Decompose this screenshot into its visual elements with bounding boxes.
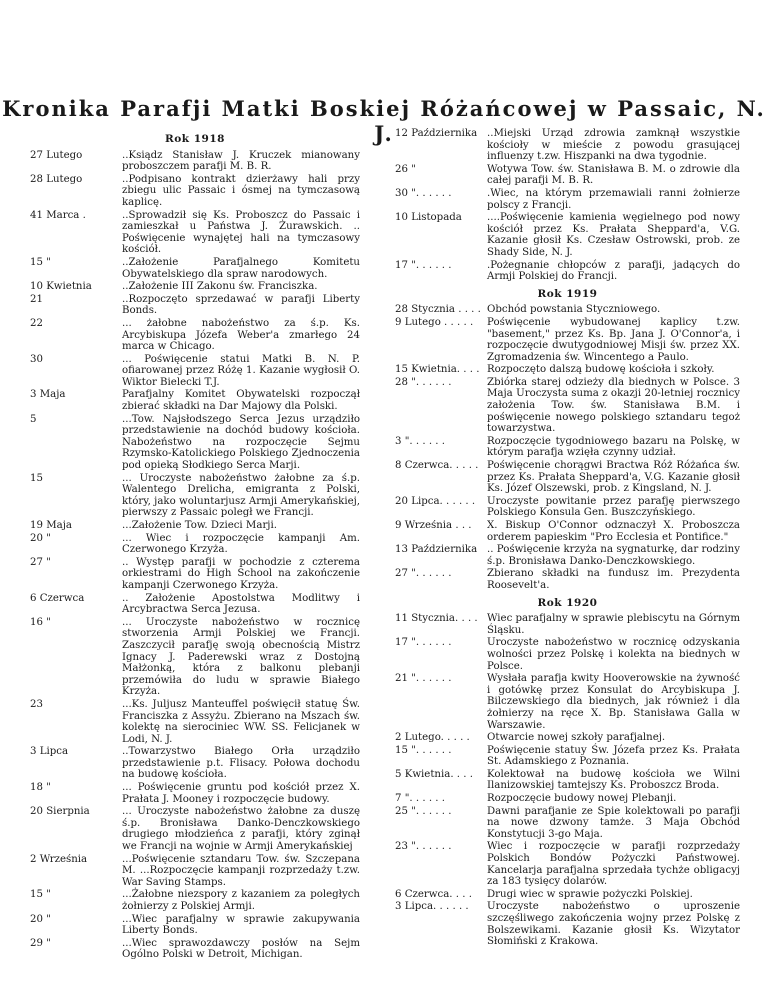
chronicle-entry — [30, 533, 360, 556]
entry-date: 20 Lipca. . . . . . — [395, 495, 476, 507]
entry-date: 15 — [30, 472, 43, 484]
entry-date: 11 Stycznia. . . . — [395, 613, 478, 625]
entry-text: .Pożegnanie chłopców z parafji, jadących do Armji Polskiej do Francji. — [487, 259, 740, 283]
chronicle-entry — [30, 257, 360, 280]
entry-date: 41 Marca . — [30, 209, 86, 221]
entry-date: 28 Stycznia . . . . — [395, 304, 481, 316]
entries-1918-right — [395, 128, 740, 283]
chronicle-entry — [30, 318, 360, 353]
entry-text: ..Miejski Urząd zdrowia zamknął wszystkie kościoły w mieście z powodu grasującej influenzy t.zw. Hiszpanki na dwa tygodnie. — [487, 128, 740, 163]
entry-text: ... Uroczyste nabożeństwo żałobne za duszę ś.p. Bronisława Danko-Denczkowskiego drugiego młodzieńca z parafji, który zginął we Francji na wojnie w Armji Amerykańskiej — [122, 806, 360, 853]
entry-date: 6 Czerwca. . . . — [395, 888, 472, 900]
entry-text: ...Wiec parafjalny w sprawie zakupywania Liberty Bonds. — [122, 913, 360, 937]
chronicle-entry — [395, 164, 740, 187]
chronicle-entry — [30, 938, 360, 961]
entry-text: Zbiórka starej odzieży dla biednych w Polsce. 3 Maja Uroczysta suma z okazji 20-letniej rocznicy założenia Tow. św. Stanisława B.M. i poświęcenie nowego polskiego sztandaru tegoż towarzystwa. — [487, 376, 740, 435]
right-column — [395, 128, 740, 949]
left-column — [30, 128, 360, 962]
chronicle-entry — [395, 544, 740, 567]
entry-text: ..Założenie III Zakonu św. Franciszka. — [122, 281, 318, 293]
entry-date: 8 Czerwca. . . . . — [395, 460, 479, 472]
entry-date: 25 ". . . . . . — [395, 805, 452, 817]
entry-date: 9 Września . . . — [395, 520, 472, 531]
entry-date: 2 Lutego. . . . . — [395, 732, 470, 744]
entry-text: ... Poświęcenie gruntu pod kościół przez X. Prałata J. Mooney i rozpoczęcie budowy. — [122, 782, 360, 805]
chronicle-entry — [30, 746, 360, 781]
chronicle-entry — [395, 637, 740, 672]
entry-text: ...Żałobne niezspory z kazaniem za poległych żołnierzy z Polskiej Armji. — [122, 889, 360, 912]
entry-date: 3 Maja — [30, 389, 66, 401]
chronicle-entry — [30, 889, 360, 912]
entry-date: 26 " — [395, 163, 416, 175]
chronicle-entry — [395, 377, 740, 435]
entry-text: Kolektował na budowę kościoła we Wilni Ilanizowskiej tamtejszy Ks. Proboszcz Broda. — [487, 768, 740, 792]
chronicle-entry — [395, 673, 740, 731]
chronicle-entry — [395, 806, 740, 841]
chronicle-entry — [395, 745, 740, 768]
entry-date: 3 Lipca — [30, 746, 69, 758]
entry-text: ..Sprowadził się Ks. Proboszcz do Passaic i zamieszkał u Państwa J. Żurawskich. .. Poświęcenie wynajętej hali na tymczasowy kościół. — [122, 209, 360, 256]
entry-date: 3 Lipca. . . . . . — [395, 901, 469, 913]
chronicle-entry — [30, 557, 360, 592]
chronicle-entry — [395, 260, 740, 283]
entry-text: .. Poświęcenie krzyża na sygnaturkę, dar rodziny ś.p. Bronisława Danko-Denczkowskiego. — [487, 544, 740, 567]
entry-text: ...Tow. Najsłodszego Serca Jezus urządziło przedstawienie na dochód budowy kościoła. Nabożeństwo na rozpoczęcie Sejmu Rzymsko-Katolickiego Polskiego Zjednoczenia pod opieką Słodkiego Serca Marji. — [122, 413, 360, 472]
chronicle-entry — [30, 473, 360, 519]
entry-date: 27 Lutego — [30, 149, 83, 161]
entry-date: 30 — [30, 353, 43, 365]
entry-date: 15 " — [30, 256, 51, 268]
entry-date: 9 Lutego . . . . . — [395, 316, 474, 328]
chronicle-entry — [30, 914, 360, 937]
entry-date: 18 " — [30, 782, 51, 794]
entry-date: 13 Października — [395, 544, 478, 556]
chronicle-entry — [30, 617, 360, 698]
entry-text: ....Poświęcenie kamienia węgielnego pod nowy kościół przez Ks. Prałata Sheppard'a, V.G. Kazanie głosił Ks. Czesław Ostrowski, prob. ze Shady Side, N. J. — [487, 212, 740, 258]
entry-date: 15 Kwietnia. . . . — [395, 364, 480, 376]
chronicle-entry — [30, 389, 360, 412]
chronicle-entry — [395, 317, 740, 363]
entry-date: 29 " — [30, 937, 51, 949]
entry-text: Wotywa Tow. św. Stanisława B. M. o zdrowie dla całej parafji M. B. R. — [487, 163, 740, 187]
entry-date: 28 Lutego — [30, 173, 83, 185]
chronicle-entry — [395, 889, 740, 901]
chronicle-entry — [395, 732, 740, 744]
chronicle-entry — [395, 304, 740, 316]
entry-date: 17 ". . . . . . — [395, 259, 452, 271]
entry-date: 7 ". . . . . . — [395, 793, 446, 805]
entry-text: ... żałobne nabożeństwo za ś.p. Ks. Arcybiskupa Józefa Weber'a zmarłego 24 marca w Chicago. — [122, 317, 360, 353]
year-heading-1918: Rok 1918 — [165, 133, 225, 145]
chronicle-entry — [395, 460, 740, 495]
entry-date: 17 ". . . . . . — [395, 637, 452, 649]
entry-text: Otwarcie nowej szkoły parafjalnej. — [487, 732, 666, 744]
entry-text: ..Rozpoczęto sprzedawać w parafji Liberty Bonds. — [122, 293, 360, 317]
entry-text: Obchód powstania Styczniowego. — [487, 304, 661, 316]
entry-date: 5 — [30, 413, 37, 425]
entry-text: Drugi wiec w sprawie pożyczki Polskiej. — [487, 888, 693, 900]
chronicle-entry — [30, 174, 360, 209]
chronicle-entry — [30, 806, 360, 852]
entry-text: ... Poświęcenie statui Matki B. N. P. ofiarowanej przez Różę 1. Kazanie wygłosił O. Wiktor Bielecki T.J. — [122, 353, 360, 388]
entry-text: Poświęcenie wybudowanej kaplicy t.zw. "basement," przez Ks. Bp. Jana J. O'Connor'a, i rozpoczęcie dwutygodniowej Misji św. przez XX. Zgromadzenia św. Wincentego a Paulo. — [487, 316, 740, 363]
chronicle-entry — [395, 212, 740, 258]
entry-date: 20 " — [30, 913, 51, 925]
chronicle-entry — [395, 613, 740, 636]
entry-text: Uroczyste powitanie przez parafję pierwszego Polskiego Konsula Gen. Buszczyńskiego. — [487, 495, 740, 519]
entries-1920 — [395, 613, 740, 948]
entry-date: 21 — [30, 293, 43, 305]
chronicle-entry — [30, 520, 360, 532]
entry-text: ..Założenie Parafjalnego Komitetu Obywatelskiego dla spraw narodowych. — [122, 256, 360, 280]
entry-date: 22 — [30, 317, 43, 329]
chronicle-entry — [30, 593, 360, 616]
page-title: Kronika Parafji Matki Boskiej Różańcowej w Passaic, N. J. — [2, 96, 766, 146]
entry-text: Rozpoczęcie tygodniowego bazaru na Polskę, w którym parafja wzięła czynny udział. — [487, 435, 740, 459]
entry-text: Wysłała parafja kwity Hooverowskie na żywność i gotówkę przez Konsulat do Arcybiskupa J. Bilczewskiego dla biednych, jak również i dla żołnierzy na ręce X. Bp. Stanisława Galla w Warszawie. — [487, 673, 740, 731]
entry-date: 21 ". . . . . . — [395, 673, 452, 685]
entry-date: 19 Maja — [30, 520, 72, 531]
chronicle-entry — [30, 354, 360, 389]
entry-text: Zbierano składki na fundusz im. Prezydenta Roosevelt'a. — [487, 568, 740, 591]
entry-date: 3 ". . . . . . — [395, 435, 446, 447]
entry-date: 30 ". . . . . . — [395, 187, 452, 199]
chronicle-entry — [30, 294, 360, 317]
chronicle-entry — [30, 782, 360, 805]
entry-date: 6 Czerwca — [30, 592, 85, 604]
entry-date: 12 Października — [395, 128, 478, 139]
entry-date: 20 " — [30, 532, 51, 544]
entry-text: Wiec parafjalny w sprawie plebiscytu na Górnym Śląsku. — [487, 613, 740, 636]
chronicle-entry — [395, 568, 740, 591]
entry-text: ...Założenie Tow. Dzieci Marji. — [122, 520, 277, 531]
entry-text: Poświęcenie statuy Św. Józefa przez Ks. Prałata St. Adamskiego z Poznania. — [487, 744, 740, 768]
entry-text: Rozpoczęcie budowy nowej Plebanji. — [487, 793, 677, 805]
entry-text: Uroczyste nabożeństwo o uproszenie szczęśliwego zakończenia wojny przez Polskę z Bolszewikami. Kazanie głosił Ks. Wizytator Słomiński z Krakowa. — [487, 901, 740, 948]
entry-date: 28 ". . . . . . — [395, 376, 452, 388]
entry-date: 20 Sierpnia — [30, 806, 90, 818]
chronicle-entry — [30, 699, 360, 745]
entry-text: ..Podpisano kontrakt dzierżawy hali przy zbiegu ulic Passaic i ósmej na tymczasową kaplicę. — [122, 173, 360, 208]
entry-text: ...Ks. Juljusz Manteuffel poświęcił statuę Św. Franciszka z Assyżu. Zbierano na Mszach św. kolektę na sierociniec WW. SS. Felicjanek w Lodi, N. J. — [122, 698, 360, 745]
chronicle-entry — [395, 436, 740, 459]
chronicle-entry — [395, 841, 740, 887]
chronicle-entry — [30, 281, 360, 293]
entry-text: ... Wiec i rozpoczęcie kampanji Am. Czerwonego Krzyża. — [122, 532, 360, 556]
year-heading-1920: Rok 1920 — [537, 596, 598, 609]
chronicle-entry — [395, 769, 740, 792]
entry-text: .Wiec, na którym przemawiali ranni żołnierze polscy z Francji. — [487, 187, 740, 211]
entry-text: Dawni parafjanie ze Spie kolektowali po parafji na nowe dzwony tamże. 3 Maja Obchód Konstytucji 3-go Maja. — [487, 805, 740, 840]
chronicle-entry — [395, 901, 740, 947]
entry-text: Poświęcenie chorągwi Bractwa Róż Różańca św. przez Ks. Prałata Sheppard'a, V.G. Kazanie głosił Ks. Józef Olszewski, prob. z Kingsland, N. J. — [487, 460, 740, 495]
entry-date: 10 Kwietnia — [30, 281, 92, 293]
chronicle-entry — [395, 496, 740, 519]
entry-text: ... Uroczyste nabożeństwo żałobne za ś.p. Walentego Drelicha, emigranta z Polski, który, jako woluntarjusz Armji Amerykańskiej, pierwszy z Passaic poległ we Francji. — [122, 472, 360, 519]
entry-date: 15 " — [30, 889, 51, 901]
entry-date: 23 — [30, 698, 43, 710]
chronicle-entry — [30, 150, 360, 173]
entry-text: Wiec i rozpoczęcie w parafji rozprzedaży Polskich Bondów Pożyczki Państwowej. Kancelarja parafjalna sprzedała tychże obligacyj za 183 tysięcy dolarów. — [487, 841, 740, 888]
entry-date: 27 ". . . . . . — [395, 568, 452, 580]
entries-1919 — [395, 304, 740, 591]
entry-date: 27 " — [30, 556, 51, 568]
entry-text: ..Towarzystwo Białego Orła urządziło przedstawienie p.t. Flisacy. Połowa dochodu na budowę kościoła. — [122, 746, 360, 781]
entry-text: .. Założenie Apostolstwa Modlitwy i Arcybractwa Serca Jezusa. — [122, 592, 360, 616]
chronicle-entry — [395, 520, 740, 543]
chronicle-entry — [30, 414, 360, 472]
entry-text: ..Ksiądz Stanisław J. Kruczek mianowany proboszczem parafji M. B. R. — [122, 149, 360, 173]
entry-text: ...Wiec sprawozdawczy posłów na Sejm Ogólno Polski w Detroit, Michigan. — [122, 937, 360, 961]
chronicle-entry — [30, 854, 360, 889]
entry-text: Parafjalny Komitet Obywatelski rozpoczął zbierać składki na Dar Majowy dla Polski. — [122, 389, 360, 413]
entry-text: X. Biskup O'Connor odznaczył X. Proboszcza orderem papieskim "Pro Ecclesia et Pontifice." — [487, 520, 740, 543]
entry-text: Uroczyste nabożeństwo w rocznicę odzyskania wolności przez Polskę i kolekta na biednych w Polsce. — [487, 637, 740, 672]
entry-text: Rozpoczęto dalszą budowę kościoła i szkoły. — [487, 364, 715, 376]
chronicle-entry — [30, 210, 360, 256]
entry-date: 5 Kwietnia. . . . — [395, 768, 473, 780]
entry-text: .. Występ parafji w pochodzie z czterema orkiestrami do High School na zakończenie kampanji Czerwonego Krzyża. — [122, 556, 360, 591]
entry-date: 16 " — [30, 616, 51, 628]
entry-date: 2 Września — [30, 853, 88, 865]
chronicle-entry — [395, 188, 740, 211]
entry-text: ...Poświęcenie sztandaru Tow. św. Szczepana M. ...Rozpoczęcie kampanji rozprzedaży t.zw. War Saving Stamps. — [122, 853, 360, 888]
entry-date: 10 Listopada — [395, 212, 462, 224]
entry-date: 23 ". . . . . . — [395, 841, 452, 853]
entries-1918-left — [30, 150, 360, 961]
chronicle-entry — [395, 128, 740, 163]
entry-text: ... Uroczyste nabożeństwo w rocznicę stworzenia Armji Polskiej we Francji. Zaszczycił parafję swoją obecnością Mistrz Ignacy J. Paderewski wraz z Dostojną Małżonką, która z balkonu plebanji przemówiła do ludu w sprawie Białego Krzyża. — [122, 616, 360, 698]
year-heading-1919: Rok 1919 — [537, 287, 598, 300]
entry-date: 15 ". . . . . . — [395, 744, 452, 756]
chronicle-entry — [395, 793, 740, 805]
chronicle-entry — [395, 364, 740, 376]
